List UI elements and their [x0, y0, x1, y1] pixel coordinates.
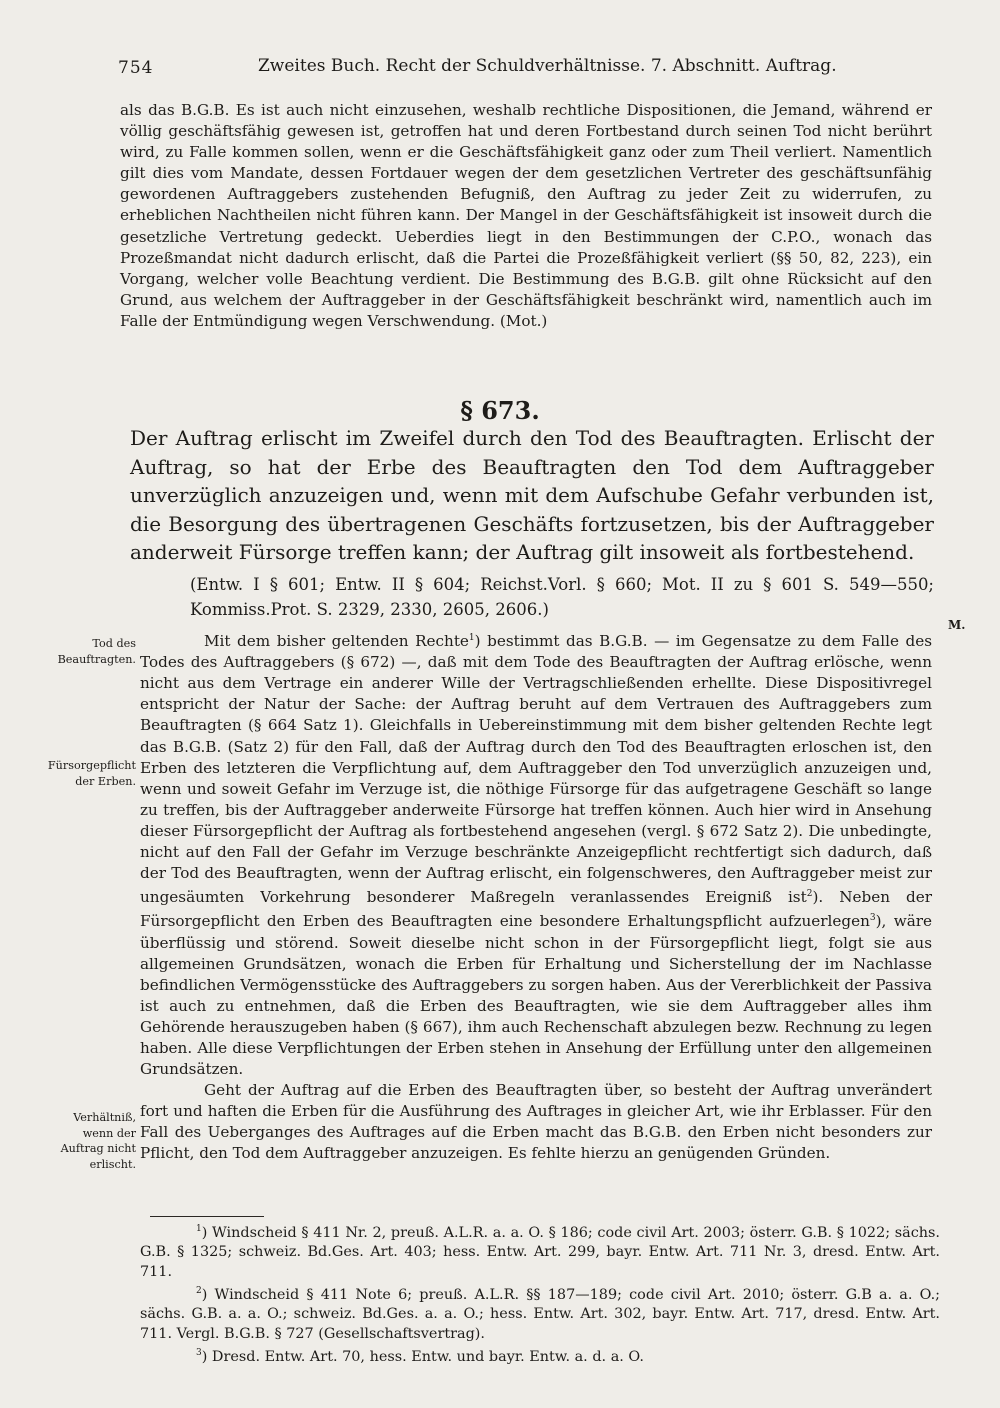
section-heading: § 673.	[460, 396, 540, 425]
statute-citation: (Entw. I § 601; Entw. II § 604; Reichst.Vorl. § 660; Mot. II zu § 601 S. 549—550; Kommiss.Prot. S. 2329, 2330, 2605, 2606.)	[190, 575, 934, 619]
margin-note-tod: Tod des Beauftragten.	[57, 637, 136, 666]
statute-text: Der Auftrag erlischt im Zweifel durch den Tod des Beauftragten. Erlischt der Auftrag, so hat der Erbe des Beauftragten den Tod dem Auftraggeber unverzüglich anzuzeigen und, wenn mit dem Aufschube Gefahr verbunden ist, die Besorgung des übertragenen Geschäfts fortzusetzen, bis der Auftraggeber anderweit Fürsorge treffen kann; der Auftrag gilt insoweit als fortbestehend.	[130, 426, 934, 565]
text-run: ) bestimmt das B.G.B. — im Gegensatze zu dem Falle des Todes des Auftraggebers (§ 672) —, daß mit dem Tode des Beauftragten der Auftrag erlösche, wenn nicht aus dem Vertrage ein anderer Wille der Vertragschließenden erhellte. Diese Dispositivregel entspricht der Natur der Sache: der Auftrag beruht auf dem Vertrauen des Auftraggebers zum Beauftragten (§ 664 Satz 1). Gleichfalls in Uebereinstimmung mit dem bisher geltenden Rechte legt das B.G.B. (Satz 2) für den Fall, daß der Auftrag durch den Tod des Beauftragten erloschen ist, den Erben des letzteren die Verpflichtung auf, dem Auftraggeber den Tod unverzüglich anzuzeigen und, wenn und soweit Gefahr im Verzuge ist, die nöthige Fürsorge für das aufgetragene Geschäft so lange zu treffen, bis der Auftraggeber anderweite Fürsorge hat treffen können. Auch hier wird in Ansehung dieser Fürsorgepflicht der Auftrag als fortbestehend angesehen (vergl. § 672 Satz 2). Die unbedingte, nicht auf den Fall der Gefahr im Verzuge beschränkte Anzeigepflicht rechtfertigt sich dadurch, daß der Tod des Beauftragten, wenn der Auftrag erlischt, ein folgenschweres, den Auftraggeber meist zur ungesäumten Vorkehrung besonderer Maßregeln veranlassendes Ereigniß ist	[140, 632, 932, 907]
commentary-paragraph: Geht der Auftrag auf die Erben des Beauftragten über, so besteht der Auftrag unverändert fort und haften die Erben für die Ausführung des Auftrages in gleicher Art, wie ihr Erblasser. Für den Fall des Ueberganges des Auftrages auf die Erben macht das B.G.B. den Erben nicht besonders zur Pflicht, den Tod dem Auftraggeber anzuzeigen. Es fehlte hierzu an genügenden Gründen.	[140, 1081, 932, 1163]
footnote	[140, 1344, 940, 1367]
text-run: Mit dem bisher geltenden Rechte	[204, 632, 469, 651]
running-header	[118, 52, 837, 82]
text-run: ). Neben der Fürsorgepflicht den Erben des Beauftragten eine besondere Erhaltungspflicht aufzuerlegen	[140, 888, 932, 931]
commentary-paragraph	[140, 628, 932, 1080]
footnote-mark: 3	[196, 1348, 202, 1359]
margin-note-fuersorge: Fürsorgepflicht der Erben.	[47, 759, 136, 788]
corner-mark: M.	[948, 618, 966, 632]
footnote-mark: 2	[196, 1286, 202, 1297]
footnote-text: ) Dresd. Entw. Art. 70, hess. Entw. und bayr. Entw. a. d. a. O.	[201, 1348, 644, 1365]
commentary-body	[140, 628, 932, 1165]
page-number: 754	[118, 58, 154, 78]
footnote-divider	[150, 1216, 264, 1217]
footnote-ref[interactable]: 1	[468, 633, 475, 643]
running-title: Zweites Buch. Recht der Schuldverhältnisse. 7. Abschnitt. Auftrag.	[258, 56, 837, 76]
footnote	[140, 1220, 940, 1282]
text-run: ), wäre überflüssig und störend. Soweit dieselbe nicht schon in der Fürsorgepflicht liegt, folgt sie aus allgemeinen Grundsätzen, wonach die Erben für Erhaltung und Sicherstellung der im Nachlasse befindlichen Vermögensstücke des Auftraggebers zu sorgen haben. Aus der Vererblichkeit der Passiva ist auch zu entnehmen, daß die Erben des Beauftragten, wie sie dem Auftraggeber alles ihm Gehörende herauszugeben haben (§ 667), ihm auch Rechenschaft abzulegen bezw. Rechnung zu legen haben. Alle diese Verpflichtungen der Erben stehen in Ansehung der Erfüllung unter den allgemeinen Grundsätzen.	[140, 912, 932, 1079]
margin-note-verhaeltniss: Verhältniß, wenn der Auftrag nicht erlischt.	[60, 1111, 136, 1171]
footnotes	[140, 1220, 940, 1367]
footnote	[140, 1282, 940, 1344]
intro-paragraph: als das B.G.B. Es ist auch nicht einzusehen, weshalb rechtliche Dispositionen, die Jemand, während er völlig geschäftsfähig gewesen ist, getroffen hat und deren Fortbestand durch seinen Tod nicht berührt wird, zu Falle kommen sollen, wenn er die Geschäftsfähigkeit ganz oder zum Theil verliert. Namentlich gilt dies vom Mandate, dessen Fortdauer wegen der dem gesetzlichen Vertreter des geschäftsunfähig gewordenen Auftraggebers zustehenden Befugniß, den Auftrag zu jeder Zeit zu widerrufen, zu erheblichen Nachtheilen nicht führen kann. Der Mangel in der Geschäftsfähigkeit ist insoweit durch die gesetzliche Vertretung gedeckt. Ueberdies liegt in den Bestimmungen der C.P.O., wonach das Prozeßmandat nicht dadurch erlischt, daß die Partei die Prozeßfähigkeit verliert (§§ 50, 82, 223), ein Vorgang, welcher volle Beachtung verdient. Die Bestimmung des B.G.B. gilt ohne Rücksicht auf den Grund, aus welchem der Auftraggeber in der Geschäftsfähigkeit beschränkt wird, namentlich auch im Falle der Entmündigung wegen Verschwendung. (Mot.)	[120, 101, 932, 330]
footnote-ref[interactable]: 3	[869, 913, 876, 924]
footnote-text: ) Windscheid § 411 Nr. 2, preuß. A.L.R. a. a. O. § 186; code civil Art. 2003; österr. G.B. § 1022; sächs. G.B. § 1325; schweiz. Bd.Ges. Art. 403; hess. Entw. Art. 299, bayr. Entw. Art. 711 Nr. 3, dresd. Entw. Art. 711.	[140, 1224, 940, 1280]
footnote-mark: 1	[196, 1224, 202, 1234]
footnote-text: ) Windscheid § 411 Note 6; preuß. A.L.R. §§ 187—189; code civil Art. 2010; österr. G.B a. a. O.; sächs. G.B. a. a. O.; schweiz. Bd.Ges. a. a. O.; hess. Entw. Art. 302, bayr. Entw. Art. 717, dresd. Entw. Art. 711. Vergl. B.G.B. § 727 (Gesellschaftsvertrag).	[140, 1286, 940, 1342]
footnote-ref[interactable]: 2	[806, 889, 813, 900]
